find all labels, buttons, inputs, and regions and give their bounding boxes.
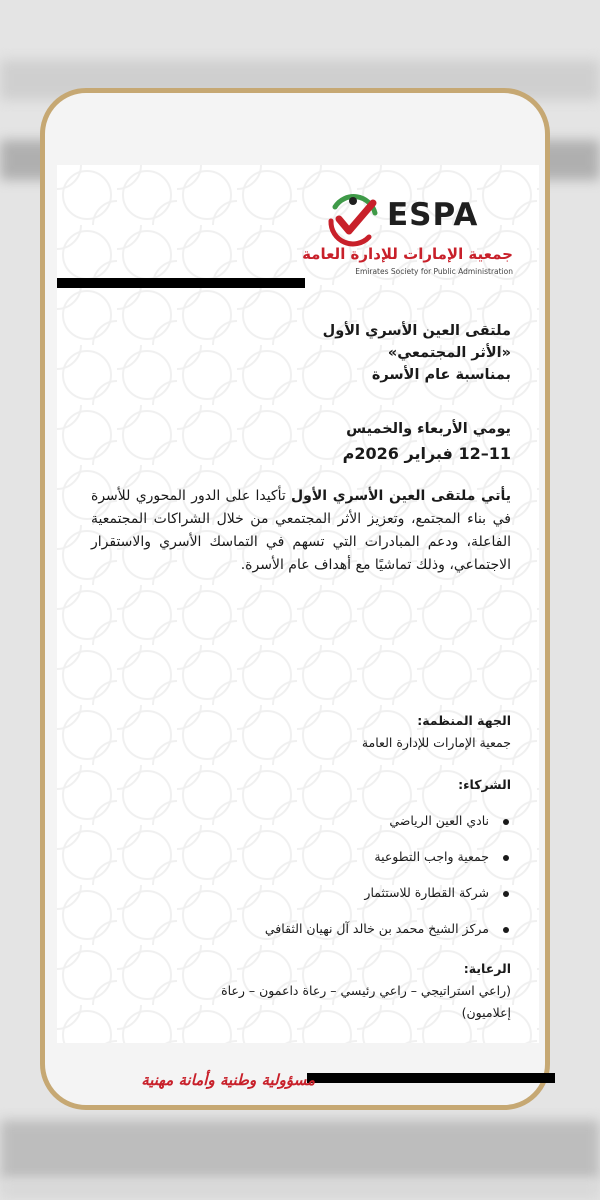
- description-body: تأكيدا على الدور المحوري للأسرة في بناء المجتمع، وتعزيز الأثر المجتمعي من خلال الشراكات المجتمعية الفاعلة، ودعم المبادرات التي تسهم في التماسك الأسري والاستقرار الاجتماعي، وذلك تماشيًا مع أهداف عام الأسرة.: [91, 488, 511, 573]
- list-item: مركز الشيخ محمد بن خالد آل نهيان الثقافي: [265, 921, 511, 957]
- bullet-icon: [503, 927, 509, 933]
- list-item: شركة القطارة للاستثمار: [265, 885, 511, 921]
- sponsorship-label: الرعاية:: [463, 961, 511, 976]
- bullet-icon: [503, 819, 509, 825]
- phone-frame: [40, 88, 550, 1110]
- document-page: [57, 165, 539, 1089]
- decorative-bar: [57, 278, 305, 288]
- event-title: ملتقى العين الأسري الأول: [322, 323, 511, 339]
- organizer-label: الجهة المنظمة:: [417, 713, 511, 728]
- event-subtitle: «الأثر المجتمعي»: [387, 345, 511, 361]
- logo-arabic-name: جمعية الإمارات للإدارة العامة: [302, 245, 513, 263]
- sponsorship-line: (راعي استراتيجي – راعي رئيسي – رعاة داعمون – رعاة: [221, 983, 511, 998]
- list-item: نادي العين الرياضي: [265, 813, 511, 849]
- list-item: جمعية واجب التطوعية: [265, 849, 511, 885]
- partners-label: الشركاء:: [458, 777, 511, 792]
- event-days: يومي الأربعاء والخميس: [346, 421, 511, 437]
- background-blur-band: [0, 1120, 600, 1180]
- partners-list: [265, 813, 511, 957]
- event-occasion: بمناسبة عام الأسرة: [371, 367, 511, 383]
- bullet-icon: [503, 891, 509, 897]
- organizer-value: جمعية الإمارات للإدارة العامة: [361, 735, 511, 750]
- logo-english-name: Emirates Society for Public Administration: [355, 267, 513, 276]
- logo-brand-text: ESPA: [387, 197, 479, 233]
- event-date: 11–12 فبراير 2026م: [342, 444, 511, 463]
- bullet-icon: [503, 855, 509, 861]
- description-lead: يأتي ملتقى العين الأسري الأول: [291, 488, 511, 504]
- background-blur-band: [0, 1180, 600, 1200]
- event-description: [91, 485, 511, 577]
- decorative-bar: [307, 1073, 555, 1083]
- slogan: مسؤولية وطنية وأمانة مهنية: [141, 1071, 315, 1089]
- checkmark-logo-icon: [323, 189, 383, 249]
- sponsorship-line: إعلاميون): [461, 1005, 511, 1020]
- espa-logo: [302, 189, 513, 279]
